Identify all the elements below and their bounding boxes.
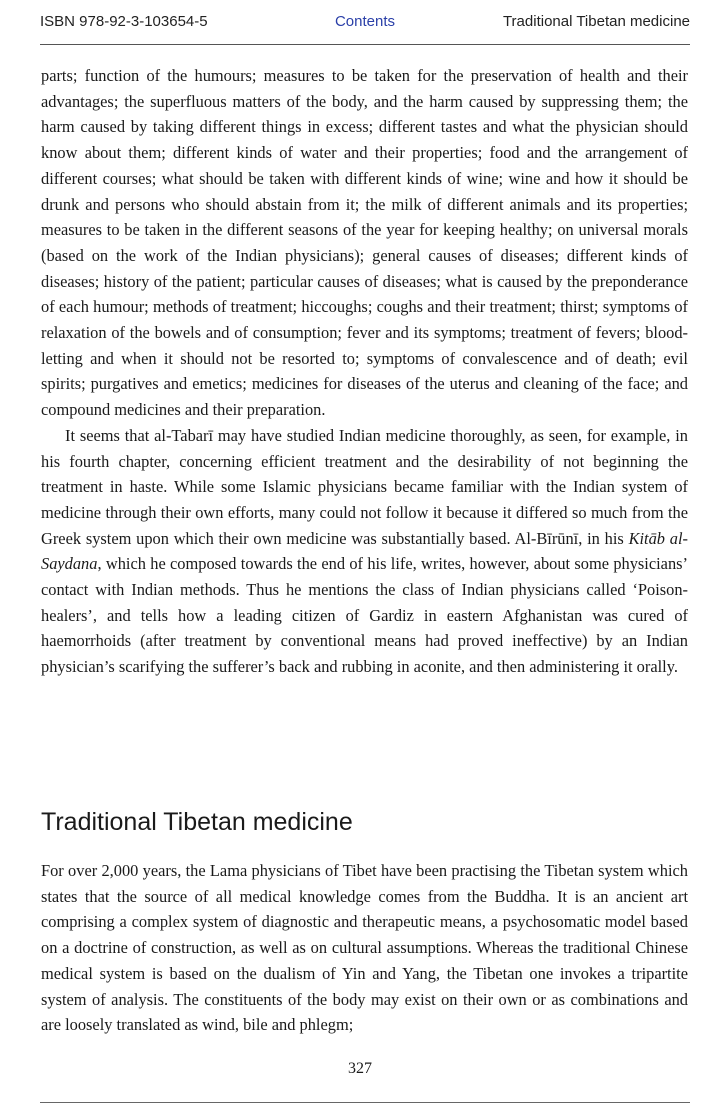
section-heading: Traditional Tibetan medicine	[41, 808, 353, 836]
page-number: 327	[348, 1060, 372, 1077]
body-paragraph-2	[41, 423, 688, 680]
footer-divider	[40, 1102, 690, 1103]
body-paragraph-1: parts; function of the humours; measures to be taken for the preservation of health and their advantages; the superfluous matters of the body, and the harm caused by suppressing them; the harm caused by taking different things in excess; different tastes and what the physician should know about them; different kinds of water and their properties; food and the arrangement of different courses; what should be taken with different kinds of wine; wine and how it should be drunk and persons who should abstain from it; the milk of different animals and its properties; measures to be taken in the different seasons of the year for keeping healthy; on universal morals (based on the work of the Indian physicians); general causes of diseases; different kinds of diseases; history of the patient; particular causes of diseases; what is caused by the preponderance of each humour; methods of treatment; hiccoughs; coughs and their treatment; thirst; symptoms of relaxation of the bowels and of consumption; fever and its symptoms; treatment of fevers; blood-letting and when it should not be resorted to; symptoms of convalescence and of death; evil spirits; purgatives and emetics; medicines for diseases of the uterus and cleaning of the face; and compound medicines and their preparation.	[41, 66, 688, 420]
body-paragraph-2-text-a: It seems that al-Tabarī may have studied Indian medicine thoroughly, as seen, for example, in his fourth chapter, concerning efficient treatment and the desirability of not beginning the treatment in haste. While some Islamic physicians became familiar with the Indian system of medicine through their own efforts, many could not follow it because it differed so much from the Greek system upon which their own medicine was substantially based. Al-Bīrūnī, in his	[41, 425, 688, 548]
page-header	[40, 0, 690, 45]
running-title: Traditional Tibetan medicine	[502, 13, 690, 30]
contents-link[interactable]: Contents	[334, 13, 396, 30]
book-title: Kitāb al-Saydana	[41, 528, 688, 574]
section-text	[41, 858, 688, 1038]
isbn-label: ISBN 978-92-3-103654-5	[40, 13, 208, 30]
body-paragraph-2-text-b: , which he composed towards the end of his life, writes, however, about some physicians’ contact with Indian methods. Thus he mentions the class of Indian physicians called ‘Poison-healers’, and tells how a leading citizen of Gardiz in eastern Afghanistan was cured of haemorrhoids (after treatment by conventional means had proved ineffective) by an Indian physician’s scarifying the sufferer’s back and rubbing in aconite, and then administering it orally.	[41, 554, 688, 677]
body-text	[41, 63, 688, 680]
section-paragraph-1: For over 2,000 years, the Lama physicians of Tibet have been practising the Tibetan system which states that the source of all medical knowledge comes from the Buddha. It is an ancient art comprising a complex system of diagnostic and therapeutic means, a psychosomatic model based on a doctrine of construction, as well as on cultural assumptions. Whereas the traditional Chinese medical system is based on the dualism of Yin and Yang, the Tibetan one invokes a tripartite system of analysis. The constituents of the body may exist on their own or as combinations and are loosely translated as wind, bile and phlegm;	[41, 861, 688, 1035]
